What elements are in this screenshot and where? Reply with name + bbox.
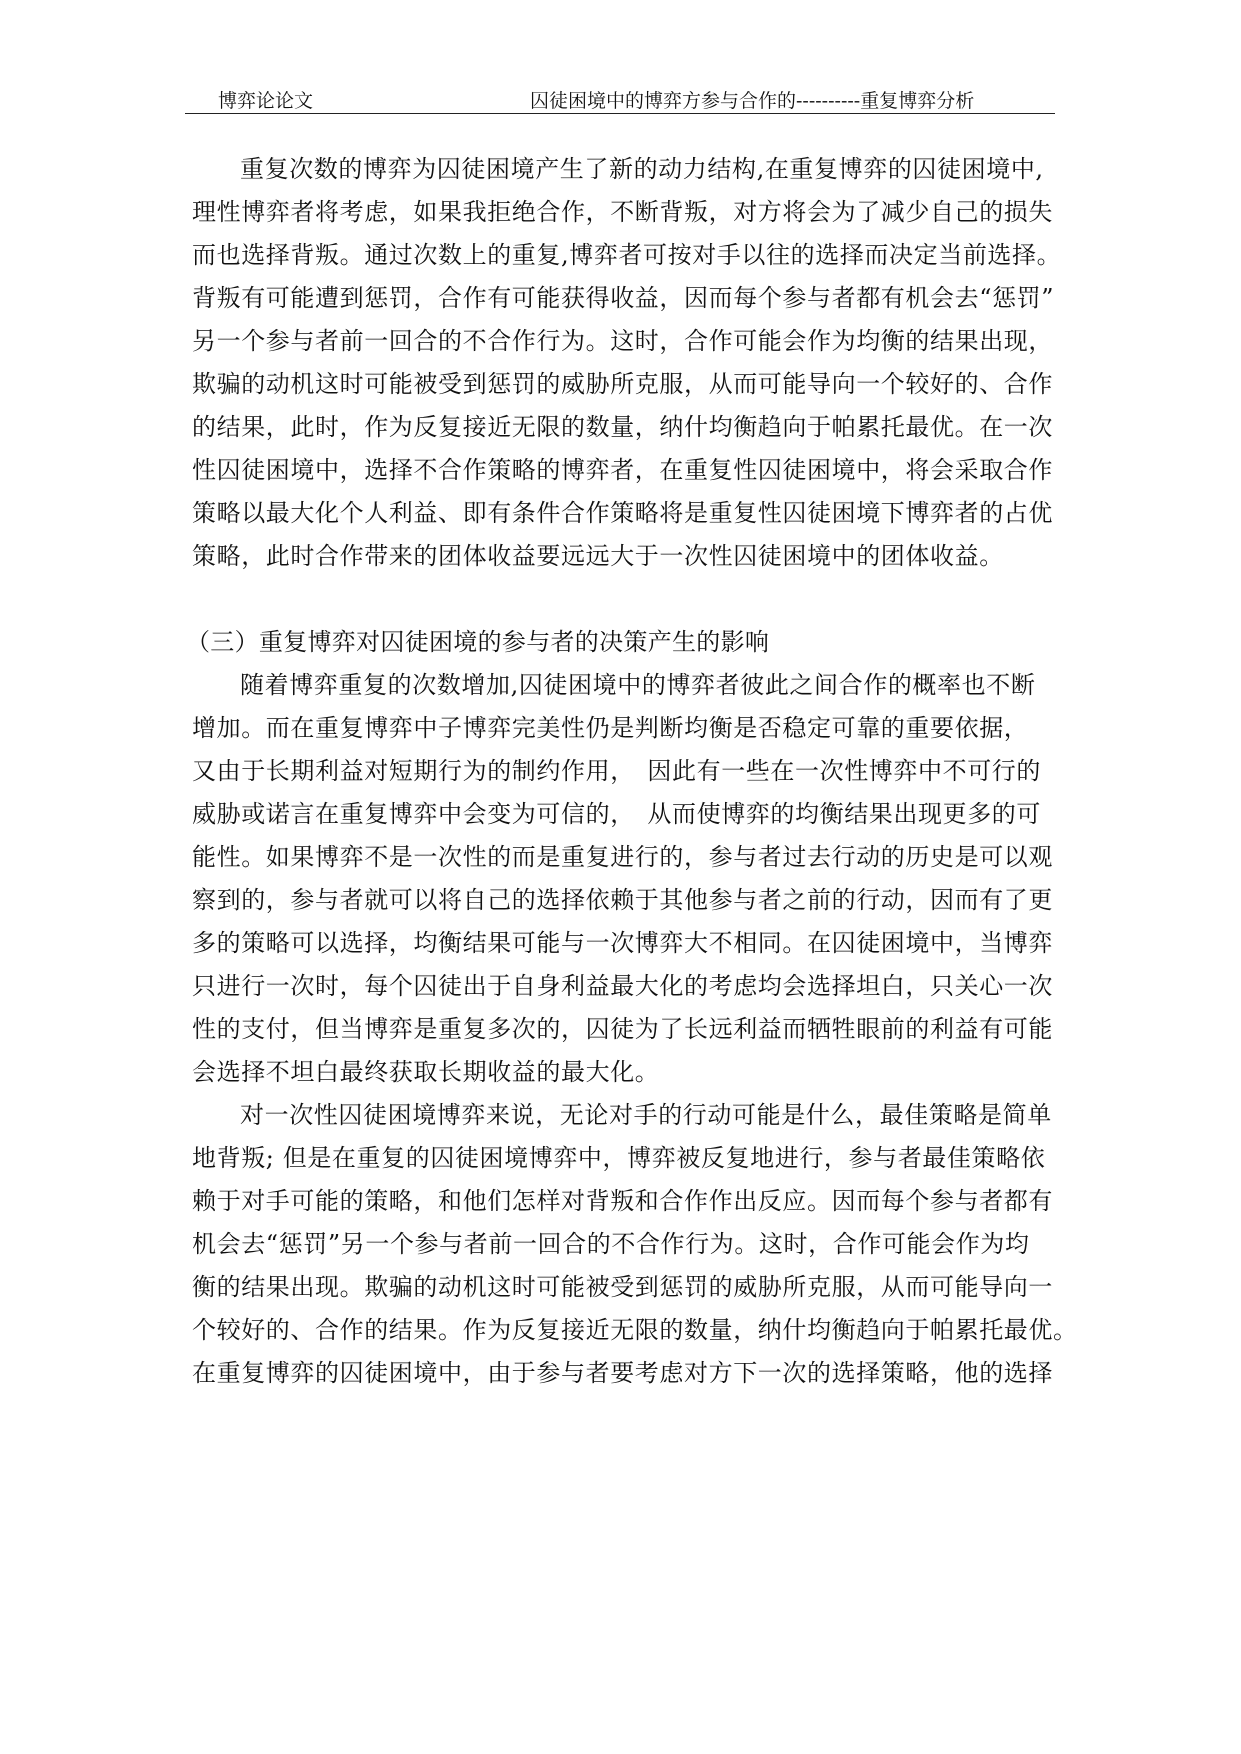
- text-line: 随着博弈重复的次数增加,囚徒困境中的博弈者彼此之间合作的概率也不断: [240, 671, 1036, 699]
- text-line: 威胁或诺言在重复博弈中会变为可信的， 从而使博弈的均衡结果出现更多的可: [192, 800, 1041, 828]
- text-line: 欺骗的动机这时可能被受到惩罚的威胁所克服，从而可能导向一个较好的、合作: [192, 370, 1053, 398]
- text-line: 察到的，参与者就可以将自己的选择依赖于其他参与者之前的行动，因而有了更: [192, 886, 1053, 914]
- header-right-title: 囚徒困境中的博弈方参与合作的----------重复博弈分析: [530, 90, 975, 112]
- text-line: 地背叛; 但是在重复的囚徒困境博弈中，博弈被反复地进行，参与者最佳策略依: [192, 1144, 1046, 1172]
- paragraph-gap: [192, 578, 1062, 621]
- text-line: 只进行一次时，每个囚徒出于自身利益最大化的考虑均会选择坦白，只关心一次: [192, 972, 1053, 1000]
- text-line: 性的支付，但当博弈是重复多次的，囚徒为了长远利益而牺牲眼前的利益有可能: [192, 1015, 1053, 1043]
- text-line: 个较好的、合作的结果。作为反复接近无限的数量，纳什均衡趋向于帕累托最优。: [192, 1316, 1078, 1344]
- text-line: 另一个参与者前一回合的不合作行为。这时，合作可能会作为均衡的结果出现，: [192, 327, 1053, 355]
- body-text: [186, 148, 1078, 1395]
- text-line: 会选择不坦白最终获取长期收益的最大化。: [192, 1058, 660, 1086]
- text-line: 的结果，此时，作为反复接近无限的数量，纳什均衡趋向于帕累托最优。在一次: [192, 413, 1053, 441]
- text-line: 而也选择背叛。通过次数上的重复,博弈者可按对手以往的选择而决定当前选择。: [192, 241, 1062, 269]
- text-line: 增加。而在重复博弈中子博弈完美性仍是判断均衡是否稳定可靠的重要依据，: [192, 714, 1029, 742]
- header-left-title: 博弈论论文: [218, 90, 314, 112]
- header-divider: [185, 113, 1055, 114]
- text-line: 能性。如果博弈不是一次性的而是重复进行的，参与者过去行动的历史是可以观: [192, 843, 1053, 871]
- text-line: 在重复博弈的囚徒困境中，由于参与者要考虑对方下一次的选择策略，他的选择: [192, 1359, 1053, 1387]
- text-line: 性囚徒困境中，选择不合作策略的博弈者，在重复性囚徒困境中，将会采取合作: [192, 456, 1053, 484]
- text-line: 策略以最大化个人利益、即有条件合作策略将是重复性囚徒困境下博弈者的占优: [192, 499, 1053, 527]
- text-line: 多的策略可以选择，均衡结果可能与一次博弈大不相同。在囚徒困境中，当博弈: [192, 929, 1053, 957]
- paragraph-2: [192, 664, 1062, 1094]
- text-line: 机会去“惩罚”另一个参与者前一回合的不合作行为。这时，合作可能会作为均: [192, 1230, 1030, 1258]
- paragraph-1: [192, 148, 1062, 578]
- text-line: 又由于长期利益对短期行为的制约作用， 因此有一些在一次性博弈中不可行的: [192, 757, 1041, 785]
- text-line: 理性博弈者将考虑，如果我拒绝合作，不断背叛，对方将会为了减少自己的损失: [192, 198, 1053, 226]
- text-line: 赖于对手可能的策略，和他们怎样对背叛和合作作出反应。因而每个参与者都有: [192, 1187, 1053, 1215]
- text-line: 策略，此时合作带来的团体收益要远远大于一次性囚徒困境中的团体收益。: [192, 542, 1004, 570]
- text-line: 对一次性囚徒困境博弈来说，无论对手的行动可能是什么，最佳策略是简单: [240, 1101, 1052, 1129]
- text-line: 背叛有可能遭到惩罚，合作有可能获得收益，因而每个参与者都有机会去“惩罚”: [192, 284, 1055, 312]
- section-heading: （三）重复博弈对囚徒困境的参与者的决策产生的影响: [186, 628, 770, 656]
- text-line: 重复次数的博弈为囚徒困境产生了新的动力结构,在重复博弈的囚徒困境中,: [240, 155, 1044, 183]
- paragraph-3: [192, 1094, 1078, 1395]
- text-line: 衡的结果出现。欺骗的动机这时可能被受到惩罚的威胁所克服，从而可能导向一: [192, 1273, 1053, 1301]
